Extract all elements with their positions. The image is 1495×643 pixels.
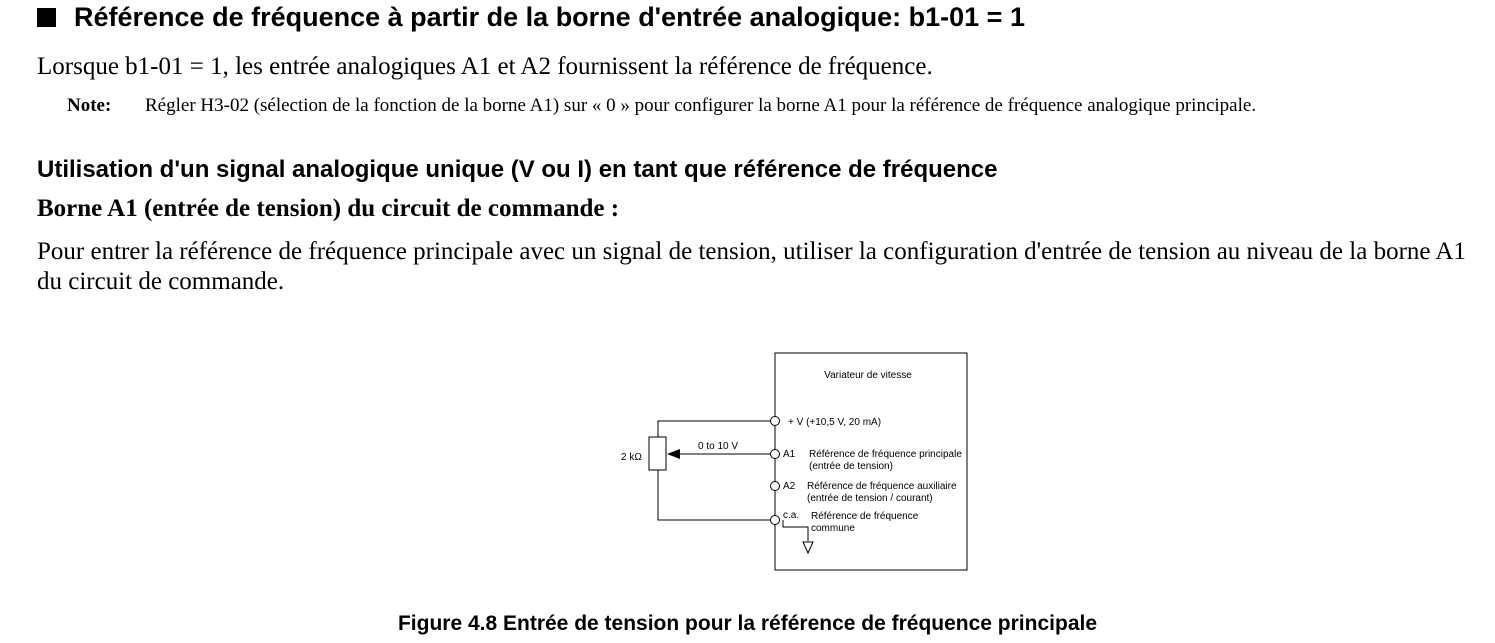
terminal-a1-desc-1: Référence de fréquence principale: [809, 449, 962, 460]
subheading-single-signal: Utilisation d'un signal analogique unique (V ou I) en tant que référence de fréquence: [37, 156, 998, 183]
note-label: Note:: [67, 95, 112, 116]
common-wire: [658, 470, 775, 520]
terminal-a1-circle: [771, 450, 780, 459]
ground-icon: [803, 542, 813, 553]
potentiometer-resistor: [649, 437, 666, 470]
drive-box-title: Variateur de vitesse: [824, 370, 912, 381]
terminal-a1-id: A1: [783, 449, 796, 460]
supply-wire: [658, 421, 775, 437]
terminal-ca-desc-1: Référence de fréquence: [811, 511, 919, 522]
subheading-terminal-a1: Borne A1 (entrée de tension) du circuit de commande :: [37, 195, 620, 222]
terminal-a2-desc-1: Référence de fréquence auxiliaire: [807, 481, 957, 492]
figure-caption: Figure 4.8 Entrée de tension pour la référence de fréquence principale: [397, 612, 1098, 635]
section-title-text: Référence de fréquence à partir de la borne d'entrée analogique: b1-01 = 1: [74, 2, 1025, 32]
wiper-arrow-icon: [667, 449, 680, 459]
terminal-ca-circle: [771, 516, 780, 525]
terminal-a2-desc-2: (entrée de tension / courant): [807, 493, 933, 504]
intro-paragraph: Lorsque b1-01 = 1, les entrée analogiques A1 et A2 fournissent la référence de fréquence.: [37, 53, 933, 80]
terminal-ca-desc-2: commune: [811, 523, 855, 534]
supply-terminal-label: + V (+10,5 V, 20 mA): [788, 417, 882, 428]
resistor-label: 2 kΩ: [621, 452, 642, 463]
terminal-a2-circle: [771, 482, 780, 491]
note-text: Régler H3-02 (sélection de la fonction de la borne A1) sur « 0 » pour configurer la borne A1 pour la référence de fréquence analogique principale.: [145, 95, 1257, 116]
ground-wire: [783, 520, 808, 541]
terminal-ca-id: c.a.: [783, 510, 800, 521]
signal-range-label: 0 to 10 V: [698, 441, 739, 452]
terminal-supply-circle: [771, 417, 780, 426]
terminal-a2-id: A2: [783, 481, 796, 492]
terminal-a1-desc-2: (entrée de tension): [809, 461, 893, 472]
body-paragraph: Pour entrer la référence de fréquence principale avec un signal de tension, utiliser la configuration d'entrée de tension au niveau de la borne A1 du circuit de commande.: [37, 238, 1466, 295]
